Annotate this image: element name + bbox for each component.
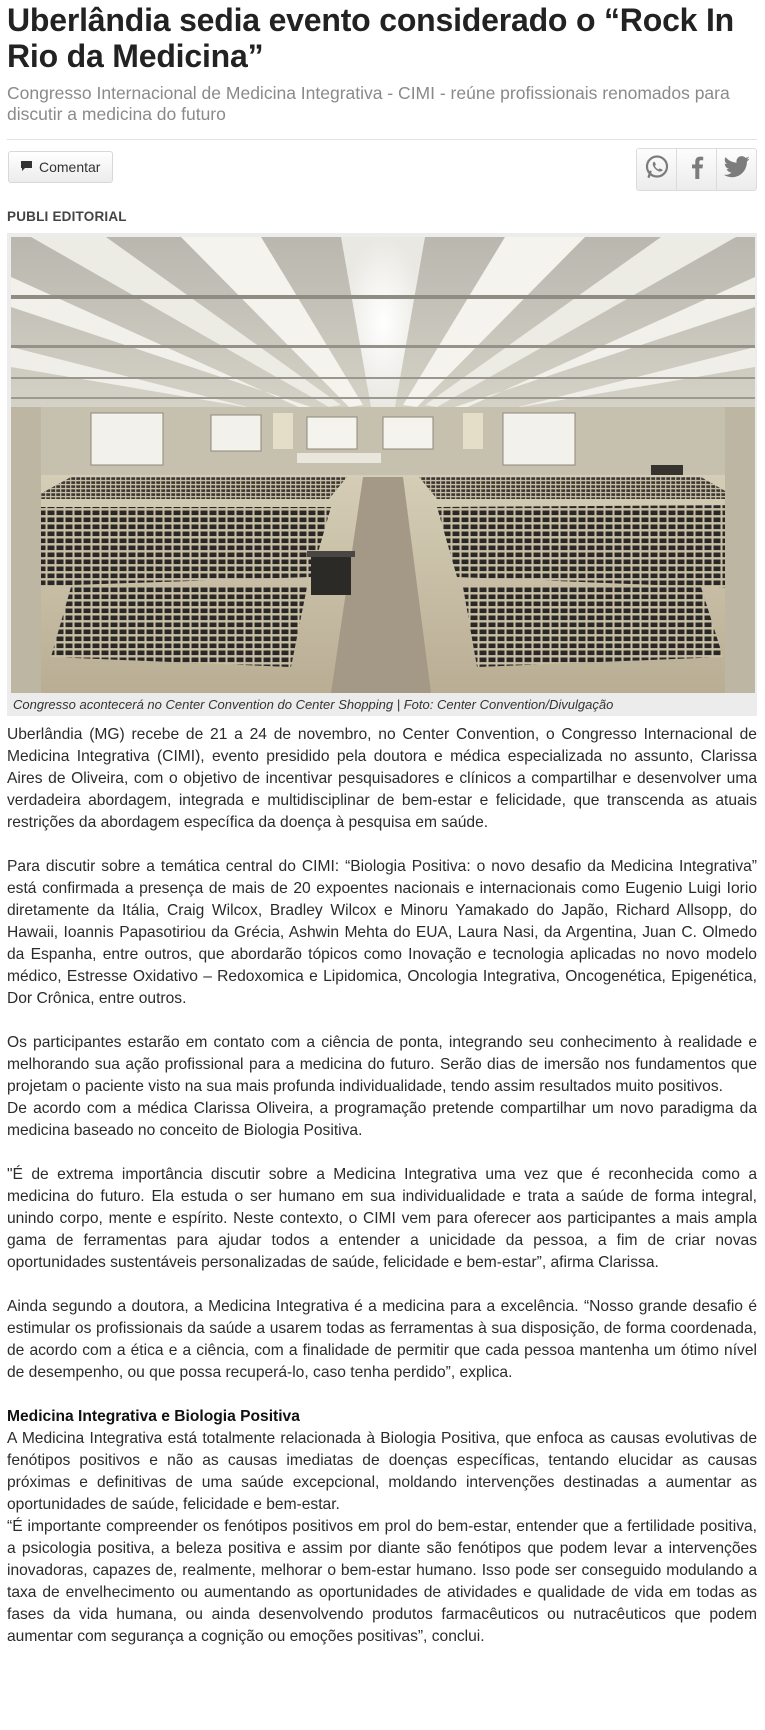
paragraph: A Medicina Integrativa está totalmente relacionada à Biologia Positiva, que enfoca as causas evolutivas de fenótipos positivos e não as causas imediatas de doenças específicas, tentando elucidar as causas próximas e definitivas de uma saúde excepcional, moldando intervenções destinadas a aumentar as oportunidades de saúde, felicidade e bem-estar. (7, 1430, 757, 1513)
article-title: Uberlândia sedia evento considerado o “Rock In Rio da Medicina” (7, 2, 734, 74)
spacer (7, 1142, 757, 1164)
paragraph: Os participantes estarão em contato com a ciência de ponta, integrando seu conhecimento à realidade e melhorando sua ação profissional para a medicina do futuro. Serão dias de imersão nos fundamentos que projetam o paciente visto na sua mais profunda individualidade, tendo assim resultados muito positivos. (7, 1034, 757, 1095)
article-subtitle: Congresso Internacional de Medicina Integrativa - CIMI - reúne profissionais renomados para discutir a medicina do futuro (7, 83, 730, 124)
spacer (7, 1010, 757, 1032)
paragraph: Uberlândia (MG) recebe de 21 a 24 de novembro, no Center Convention, o Congresso Internacional de Medicina Integrativa (CIMI), evento presidido pela doutora e médica especializada no assunto, Clarissa Aires de Oliveira, com o objetivo de incentivar pesquisadores e clínicos a compartilhar e desenvolver uma verdadeira abordagem, integrada e multidisciplinar de bem-estar e felicidade, que transcenda as atuais restrições da abordagem específica da doença à pesquisa em saúde. (7, 726, 757, 831)
whatsapp-icon (644, 154, 670, 185)
spacer (7, 1274, 757, 1296)
convention-hall-photo (11, 237, 755, 693)
comment-label: Comentar (39, 159, 101, 175)
paragraph: “É importante compreender os fenótipos positivos em prol do bem-estar, entender que a fertilidade positiva, a psicologia positiva, a beleza positiva e assim por diante são fenótipos que podem levar a intervenções inovadoras, capazes de, realmente, melhorar o bem-estar humano. Isso pode ser conseguido modulando a taxa de envelhecimento ou aumentando as oportunidades de atividades e qualidade de vida em todas as fases da vida humana, ou ainda desenvolvendo produtos farmacêuticos ou nutracêuticos que podem aumentar com segurança a cognição ou emoções positivas”, conclui. (7, 1518, 757, 1645)
facebook-icon (689, 155, 705, 184)
share-twitter-button[interactable] (716, 148, 757, 191)
paragraph: Para discutir sobre a temática central do CIMI: “Biologia Positiva: o novo desafio da Medicina Integrativa” está confirmada a presença de mais de 20 expoentes nacionais e internacionais como Eugenio Luigi Iorio diretamente da Itália, Craig Wilcox, Bradley Wilcox e Minoru Yamakado do Japão, Richard Allsopp, do Hawaii, Ioannis Papasotiriou da Grécia, Ashwin Mehta do EUA, Laura Nasi, da Argentina, Juan C. Olmedo da Espanha, entre outros, que abordarão tópicos como Inovação e tecnologia aplicadas no novo modelo médico, Estresse Oxidativo – Redoxomica e Lipidomica, Oncologia Integrativa, Oncogenética, Epigenética, Dor Crônica, entre outros. (7, 858, 757, 1007)
share-whatsapp-button[interactable] (636, 148, 677, 191)
comment-icon (20, 159, 33, 175)
paragraph: De acordo com a médica Clarissa Oliveira, a programação pretende compartilhar um novo paradigma da medicina baseado no conceito de Biologia Positiva. (7, 1100, 757, 1139)
article-toolbar (7, 148, 757, 198)
publi-editorial-label: PUBLI EDITORIAL (7, 209, 127, 224)
article-body (7, 724, 757, 1648)
share-facebook-button[interactable] (676, 148, 717, 191)
image-caption: Congresso acontecerá no Center Convention do Center Shopping | Foto: Center Convention/Divulgação (13, 697, 614, 712)
section-heading: Medicina Integrativa e Biologia Positiva (7, 1408, 300, 1425)
spacer (7, 1384, 757, 1406)
divider (7, 139, 757, 140)
paragraph: "É de extrema importância discutir sobre a Medicina Integrativa uma vez que é reconhecida como a medicina do futuro. Ela estuda o ser humano em sua individualidade e trata a saúde de forma integral, unindo corpo, mente e espírito. Neste contexto, o CIMI vem para oferecer aos participantes a mais ampla gama de ferramentas para ajudar todos a entender a unicidade da pessoa, a fim de criar novas oportunidades sustentáveis personalizadas de saúde, felicidade e bem-estar”, afirma Clarissa. (7, 1166, 757, 1271)
paragraph: Ainda segundo a doutora, a Medicina Integrativa é a medicina para a excelência. “Nosso grande desafio é estimular os profissionais da saúde a usarem todas as ferramentas à sua disposição, de forma coordenada, de acordo com a ética e a ciência, com a finalidade de permitir que cada pessoa mantenha um ótimo nível de desempenho, ou que possa recuperá-lo, caso tenha perdido”, explica. (7, 1298, 757, 1381)
twitter-icon (723, 156, 751, 183)
share-buttons (637, 148, 757, 191)
spacer (7, 834, 757, 856)
comment-button[interactable] (8, 151, 113, 183)
article-figure (7, 233, 757, 716)
